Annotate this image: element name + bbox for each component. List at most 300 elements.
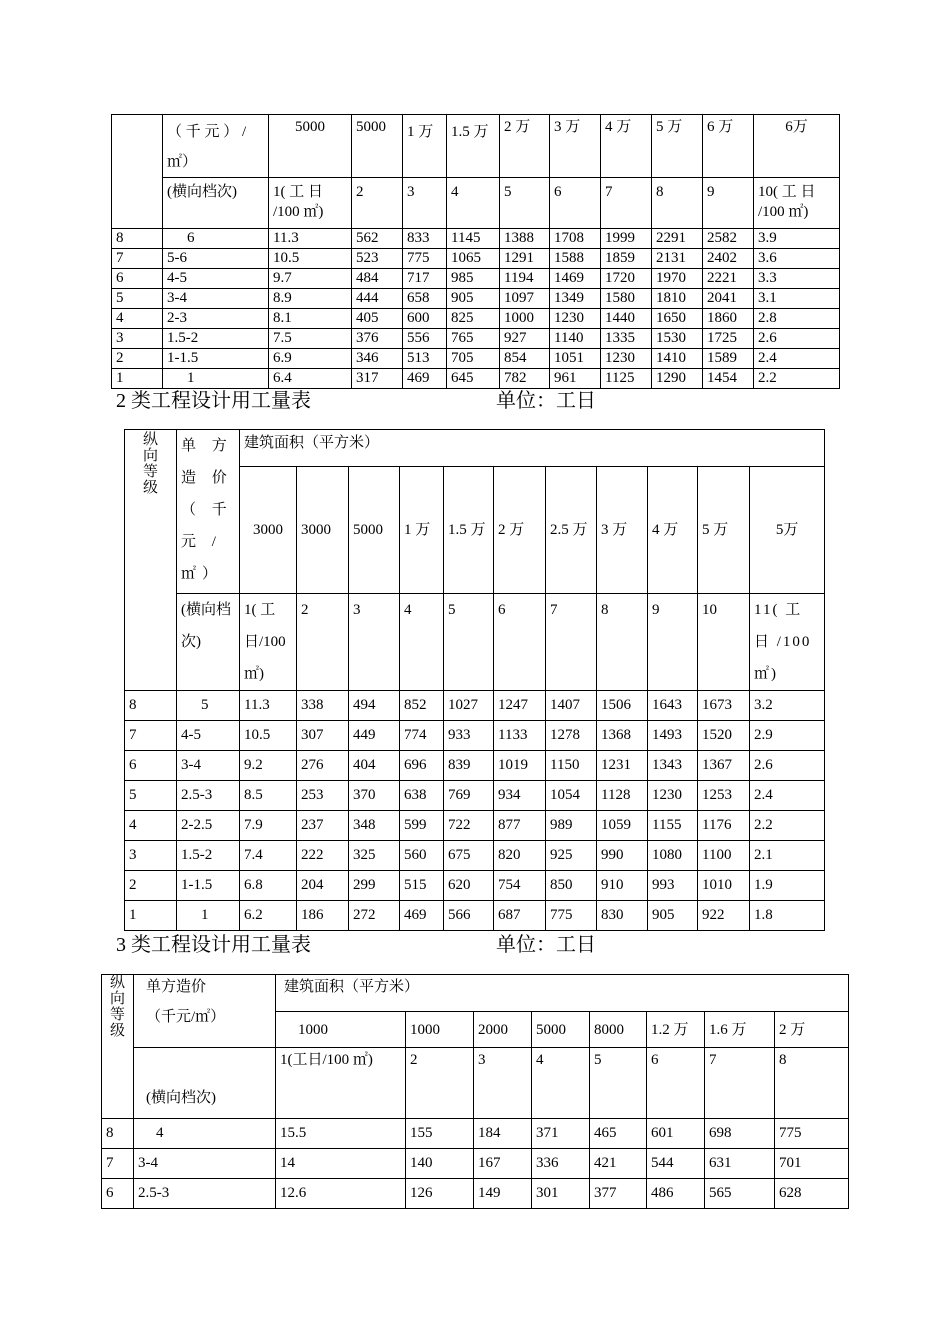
table-3-level-col: 8 bbox=[775, 1048, 849, 1119]
table-cell: 933 bbox=[444, 721, 494, 751]
table-cell: 1720 bbox=[601, 269, 652, 289]
table-cell: 1708 bbox=[550, 229, 601, 249]
table-row bbox=[112, 289, 840, 309]
table-cell: 449 bbox=[349, 721, 400, 751]
table-3-unit: 单位：工日 bbox=[496, 934, 596, 956]
table-2-title: 2 类工程设计用工量表 bbox=[116, 390, 311, 412]
table-row bbox=[125, 751, 825, 781]
table-1-corner-cell bbox=[112, 115, 163, 229]
table-cell: 5-6 bbox=[163, 249, 269, 269]
table-cell: 696 bbox=[400, 751, 444, 781]
table-cell: 7 bbox=[125, 721, 177, 751]
table-cell: 599 bbox=[400, 811, 444, 841]
table-cell: 1407 bbox=[546, 691, 597, 721]
table-cell: 1230 bbox=[601, 349, 652, 369]
table-cell: 307 bbox=[297, 721, 349, 751]
table-3-body bbox=[102, 1119, 849, 1209]
table-cell: 444 bbox=[352, 289, 403, 309]
table-cell: 237 bbox=[297, 811, 349, 841]
table-cell: 2.9 bbox=[750, 721, 825, 751]
table-cell: 371 bbox=[532, 1119, 590, 1149]
table-cell: 1 bbox=[163, 369, 269, 389]
table-cell: 276 bbox=[297, 751, 349, 781]
table-cell: 850 bbox=[546, 871, 597, 901]
table-3-area-col: 1.6 万 bbox=[705, 1012, 775, 1048]
table-cell: 600 bbox=[403, 309, 447, 329]
table-2-area-col: 3000 bbox=[240, 467, 297, 594]
table-cell: 1059 bbox=[597, 811, 648, 841]
table-cell: 1000 bbox=[500, 309, 550, 329]
table-2-area-col: 2 万 bbox=[494, 467, 546, 594]
table-3 bbox=[101, 974, 849, 1209]
table-cell: 556 bbox=[403, 329, 447, 349]
table-cell: 1506 bbox=[597, 691, 648, 721]
table-cell: 1291 bbox=[500, 249, 550, 269]
table-cell: 204 bbox=[297, 871, 349, 901]
table-cell: 4 bbox=[112, 309, 163, 329]
table-cell: 1 bbox=[177, 901, 240, 931]
table-cell: 469 bbox=[400, 901, 444, 931]
table-cell: 513 bbox=[403, 349, 447, 369]
table-cell: 628 bbox=[775, 1179, 849, 1209]
table-cell: 7 bbox=[112, 249, 163, 269]
table-row bbox=[112, 269, 840, 289]
table-cell: 10.5 bbox=[269, 249, 352, 269]
table-1-level-header: 4 bbox=[447, 178, 500, 229]
table-cell: 1410 bbox=[652, 349, 703, 369]
table-cell: 1 bbox=[125, 901, 177, 931]
table-2-caption bbox=[116, 384, 596, 413]
table-cell: 1810 bbox=[652, 289, 703, 309]
table-cell: 562 bbox=[352, 229, 403, 249]
table-2-level-header: (横向档次) bbox=[177, 594, 240, 691]
table-cell: 8 bbox=[102, 1119, 134, 1149]
table-cell: 993 bbox=[648, 871, 698, 901]
table-cell: 1080 bbox=[648, 841, 698, 871]
table-cell: 1097 bbox=[500, 289, 550, 309]
table-cell: 544 bbox=[647, 1149, 705, 1179]
table-cell: 775 bbox=[775, 1119, 849, 1149]
table-cell: 494 bbox=[349, 691, 400, 721]
table-cell: 1673 bbox=[698, 691, 750, 721]
table-cell: 2.5-3 bbox=[134, 1179, 276, 1209]
table-cell: 687 bbox=[494, 901, 546, 931]
table-cell: 9.7 bbox=[269, 269, 352, 289]
table-cell: 765 bbox=[447, 329, 500, 349]
table-2-level-col: 11( 工 日 /100 ㎡) bbox=[750, 594, 825, 691]
table-1-area-header: 5000 bbox=[352, 115, 403, 178]
table-cell: 3 bbox=[112, 329, 163, 349]
table-2 bbox=[124, 429, 825, 931]
table-cell: 4 bbox=[125, 811, 177, 841]
table-cell: 1019 bbox=[494, 751, 546, 781]
table-cell: 272 bbox=[349, 901, 400, 931]
table-cell: 775 bbox=[546, 901, 597, 931]
table-cell: 7.5 bbox=[269, 329, 352, 349]
table-cell: 1343 bbox=[648, 751, 698, 781]
table-cell: 565 bbox=[705, 1179, 775, 1209]
table-cell: 961 bbox=[550, 369, 601, 389]
table-cell: 3.1 bbox=[754, 289, 840, 309]
table-cell: 2-2.5 bbox=[177, 811, 240, 841]
table-cell: 925 bbox=[546, 841, 597, 871]
table-cell: 701 bbox=[775, 1149, 849, 1179]
table-cell: 638 bbox=[400, 781, 444, 811]
table-1-level-header: 3 bbox=[403, 178, 447, 229]
table-3-level-col: 2 bbox=[406, 1048, 474, 1119]
table-row bbox=[112, 249, 840, 269]
table-cell: 515 bbox=[400, 871, 444, 901]
table-cell: 1520 bbox=[698, 721, 750, 751]
table-1-price-header: （ 千 元 ） / ㎡） bbox=[163, 115, 269, 178]
table-cell: 2.6 bbox=[754, 329, 840, 349]
table-cell: 377 bbox=[590, 1179, 647, 1209]
table-cell: 705 bbox=[447, 349, 500, 369]
table-3-area-col: 8000 bbox=[590, 1012, 647, 1048]
table-row bbox=[102, 1149, 849, 1179]
table-cell: 299 bbox=[349, 871, 400, 901]
table-2-level-col: 1( 工 日/100 ㎡) bbox=[240, 594, 297, 691]
table-cell: 186 bbox=[297, 901, 349, 931]
table-3-header-row-1 bbox=[102, 975, 849, 1012]
table-cell: 8.9 bbox=[269, 289, 352, 309]
table-row bbox=[125, 841, 825, 871]
table-cell: 6.9 bbox=[269, 349, 352, 369]
table-cell: 927 bbox=[500, 329, 550, 349]
table-cell: 7.4 bbox=[240, 841, 297, 871]
table-cell: 601 bbox=[647, 1119, 705, 1149]
table-cell: 830 bbox=[597, 901, 648, 931]
table-3-level-col: 5 bbox=[590, 1048, 647, 1119]
table-2-level-col: 7 bbox=[546, 594, 597, 691]
table-2-level-col: 4 bbox=[400, 594, 444, 691]
table-2-area-col: 3000 bbox=[297, 467, 349, 594]
table-cell: 7 bbox=[102, 1149, 134, 1179]
table-cell: 934 bbox=[494, 781, 546, 811]
table-1-level-header: 5 bbox=[500, 178, 550, 229]
table-cell: 3.3 bbox=[754, 269, 840, 289]
table-cell: 5 bbox=[125, 781, 177, 811]
table-cell: 4 bbox=[134, 1119, 276, 1149]
table-1-header-row-2 bbox=[112, 178, 840, 229]
table-cell: 126 bbox=[406, 1179, 474, 1209]
table-1-area-header: 5000 bbox=[269, 115, 352, 178]
table-cell: 2291 bbox=[652, 229, 703, 249]
table-1-area-header: 2 万 bbox=[500, 115, 550, 178]
table-2-level-col: 5 bbox=[444, 594, 494, 691]
table-1-level-header: 7 bbox=[601, 178, 652, 229]
table-cell: 10.5 bbox=[240, 721, 297, 751]
table-cell: 1859 bbox=[601, 249, 652, 269]
table-cell: 11.3 bbox=[240, 691, 297, 721]
table-cell: 1.8 bbox=[750, 901, 825, 931]
table-cell: 1469 bbox=[550, 269, 601, 289]
table-cell: 6.4 bbox=[269, 369, 352, 389]
table-cell: 1.5-2 bbox=[177, 841, 240, 871]
table-2-area-col: 2.5 万 bbox=[546, 467, 597, 594]
table-cell: 769 bbox=[444, 781, 494, 811]
table-cell: 1580 bbox=[601, 289, 652, 309]
table-1-area-header: 6万 bbox=[754, 115, 840, 178]
table-2-header-row-3 bbox=[125, 594, 825, 691]
table-3-title: 3 类工程设计用工量表 bbox=[116, 934, 311, 956]
table-cell: 4-5 bbox=[177, 721, 240, 751]
table-cell: 465 bbox=[590, 1119, 647, 1149]
table-cell: 645 bbox=[447, 369, 500, 389]
table-3-level-col: 1(工日/100 ㎡) bbox=[276, 1048, 406, 1119]
table-row bbox=[112, 349, 840, 369]
table-cell: 754 bbox=[494, 871, 546, 901]
table-cell: 8 bbox=[125, 691, 177, 721]
table-cell: 1133 bbox=[494, 721, 546, 751]
table-cell: 3 bbox=[125, 841, 177, 871]
table-row bbox=[102, 1179, 849, 1209]
unit-price-sub: （千元/㎡） bbox=[146, 1009, 226, 1025]
table-cell: 1027 bbox=[444, 691, 494, 721]
table-cell: 155 bbox=[406, 1119, 474, 1149]
table-cell: 1100 bbox=[698, 841, 750, 871]
table-1-area-header: 3 万 bbox=[550, 115, 601, 178]
table-2-area-col: 5万 bbox=[750, 467, 825, 594]
table-cell: 1454 bbox=[703, 369, 754, 389]
table-2-row-group-header bbox=[125, 430, 177, 691]
table-cell: 4-5 bbox=[163, 269, 269, 289]
row-group-label: 纵向等级 bbox=[142, 432, 158, 496]
table-3-area-col: 1000 bbox=[406, 1012, 474, 1048]
table-3-level-col: 7 bbox=[705, 1048, 775, 1119]
table-cell: 15.5 bbox=[276, 1119, 406, 1149]
table-cell: 2582 bbox=[703, 229, 754, 249]
table-3-row-group-header bbox=[102, 975, 134, 1119]
table-cell: 833 bbox=[403, 229, 447, 249]
table-cell: 3.9 bbox=[754, 229, 840, 249]
table-cell: 566 bbox=[444, 901, 494, 931]
table-cell: 1290 bbox=[652, 369, 703, 389]
table-2-area-col: 5 万 bbox=[698, 467, 750, 594]
table-cell: 1150 bbox=[546, 751, 597, 781]
table-cell: 905 bbox=[648, 901, 698, 931]
table-cell: 2131 bbox=[652, 249, 703, 269]
table-cell: 167 bbox=[474, 1149, 532, 1179]
table-cell: 717 bbox=[403, 269, 447, 289]
table-3-area-col: 5000 bbox=[532, 1012, 590, 1048]
table-cell: 1140 bbox=[550, 329, 601, 349]
table-cell: 346 bbox=[352, 349, 403, 369]
table-2-area-col: 3 万 bbox=[597, 467, 648, 594]
table-2-unit: 单位：工日 bbox=[496, 390, 596, 412]
table-cell: 9.2 bbox=[240, 751, 297, 781]
table-cell: 1.5-2 bbox=[163, 329, 269, 349]
table-cell: 620 bbox=[444, 871, 494, 901]
table-cell: 5 bbox=[112, 289, 163, 309]
table-cell: 348 bbox=[349, 811, 400, 841]
table-cell: 1.9 bbox=[750, 871, 825, 901]
unit-price-label: 单方造价 bbox=[146, 979, 207, 995]
table-cell: 1588 bbox=[550, 249, 601, 269]
table-cell: 1650 bbox=[652, 309, 703, 329]
table-cell: 6 bbox=[125, 751, 177, 781]
table-cell: 2041 bbox=[703, 289, 754, 309]
table-3-header-row-3 bbox=[102, 1048, 849, 1119]
table-cell: 8.5 bbox=[240, 781, 297, 811]
table-3-area-header: 建筑面积（平方米） bbox=[276, 975, 849, 1012]
table-cell: 376 bbox=[352, 329, 403, 349]
table-cell: 484 bbox=[352, 269, 403, 289]
table-1-header-row-1 bbox=[112, 115, 840, 178]
table-cell: 1860 bbox=[703, 309, 754, 329]
table-cell: 1970 bbox=[652, 269, 703, 289]
table-cell: 1367 bbox=[698, 751, 750, 781]
table-cell: 1335 bbox=[601, 329, 652, 349]
table-cell: 2402 bbox=[703, 249, 754, 269]
table-cell: 854 bbox=[500, 349, 550, 369]
table-cell: 1589 bbox=[703, 349, 754, 369]
table-cell: 421 bbox=[590, 1149, 647, 1179]
table-cell: 222 bbox=[297, 841, 349, 871]
table-3-level-header: (横向档次) bbox=[134, 1048, 276, 1119]
table-3-area-col: 2 万 bbox=[775, 1012, 849, 1048]
table-cell: 989 bbox=[546, 811, 597, 841]
table-cell: 184 bbox=[474, 1119, 532, 1149]
table-cell: 877 bbox=[494, 811, 546, 841]
table-2-area-header: 建筑面积（平方米） bbox=[240, 430, 825, 467]
table-cell: 14 bbox=[276, 1149, 406, 1179]
table-cell: 6 bbox=[163, 229, 269, 249]
table-2-level-col: 3 bbox=[349, 594, 400, 691]
table-cell: 3-4 bbox=[163, 289, 269, 309]
table-1-area-header: 4 万 bbox=[601, 115, 652, 178]
table-cell: 1-1.5 bbox=[177, 871, 240, 901]
table-2-level-col: 8 bbox=[597, 594, 648, 691]
table-cell: 3.2 bbox=[750, 691, 825, 721]
table-cell: 2221 bbox=[703, 269, 754, 289]
table-cell: 1247 bbox=[494, 691, 546, 721]
table-cell: 820 bbox=[494, 841, 546, 871]
table-cell: 905 bbox=[447, 289, 500, 309]
table-2-body bbox=[125, 691, 825, 931]
table-2-header-row-1 bbox=[125, 430, 825, 467]
table-cell: 722 bbox=[444, 811, 494, 841]
table-1 bbox=[111, 114, 840, 389]
table-1-body bbox=[112, 229, 840, 389]
table-cell: 560 bbox=[400, 841, 444, 871]
table-cell: 774 bbox=[400, 721, 444, 751]
table-row bbox=[102, 1119, 849, 1149]
table-cell: 1643 bbox=[648, 691, 698, 721]
table-cell: 1440 bbox=[601, 309, 652, 329]
table-cell: 852 bbox=[400, 691, 444, 721]
table-cell: 338 bbox=[297, 691, 349, 721]
table-cell: 1010 bbox=[698, 871, 750, 901]
table-cell: 6.8 bbox=[240, 871, 297, 901]
table-cell: 8 bbox=[112, 229, 163, 249]
table-cell: 3-4 bbox=[177, 751, 240, 781]
table-2-area-col: 5000 bbox=[349, 467, 400, 594]
table-2-level-col: 9 bbox=[648, 594, 698, 691]
table-cell: 336 bbox=[532, 1149, 590, 1179]
table-cell: 1176 bbox=[698, 811, 750, 841]
table-2-area-col: 1.5 万 bbox=[444, 467, 494, 594]
table-cell: 1368 bbox=[597, 721, 648, 751]
table-2-level-col: 2 bbox=[297, 594, 349, 691]
table-cell: 2-3 bbox=[163, 309, 269, 329]
table-row bbox=[112, 329, 840, 349]
table-cell: 922 bbox=[698, 901, 750, 931]
table-cell: 149 bbox=[474, 1179, 532, 1209]
table-row bbox=[112, 309, 840, 329]
table-cell: 12.6 bbox=[276, 1179, 406, 1209]
table-cell: 1725 bbox=[703, 329, 754, 349]
table-3-level-col: 4 bbox=[532, 1048, 590, 1119]
table-cell: 2 bbox=[125, 871, 177, 901]
table-cell: 8.1 bbox=[269, 309, 352, 329]
table-cell: 1145 bbox=[447, 229, 500, 249]
table-1-level-header: 6 bbox=[550, 178, 601, 229]
table-cell: 2.1 bbox=[750, 841, 825, 871]
table-cell: 523 bbox=[352, 249, 403, 269]
table-1-level-header: (横向档次) bbox=[163, 178, 269, 229]
table-cell: 1125 bbox=[601, 369, 652, 389]
table-2-area-col: 1 万 bbox=[400, 467, 444, 594]
table-cell: 1054 bbox=[546, 781, 597, 811]
table-2-level-col: 6 bbox=[494, 594, 546, 691]
table-cell: 1253 bbox=[698, 781, 750, 811]
table-cell: 6 bbox=[102, 1179, 134, 1209]
table-cell: 1128 bbox=[597, 781, 648, 811]
table-cell: 1065 bbox=[447, 249, 500, 269]
table-cell: 253 bbox=[297, 781, 349, 811]
table-3-area-col: 2000 bbox=[474, 1012, 532, 1048]
table-cell: 1231 bbox=[597, 751, 648, 781]
table-cell: 1 bbox=[112, 369, 163, 389]
table-row bbox=[125, 691, 825, 721]
table-row bbox=[125, 811, 825, 841]
table-cell: 1-1.5 bbox=[163, 349, 269, 369]
table-cell: 405 bbox=[352, 309, 403, 329]
table-cell: 2.2 bbox=[750, 811, 825, 841]
table-cell: 11.3 bbox=[269, 229, 352, 249]
table-cell: 1051 bbox=[550, 349, 601, 369]
table-cell: 2.6 bbox=[750, 751, 825, 781]
table-3-area-col: 1000 bbox=[276, 1012, 406, 1048]
table-cell: 1278 bbox=[546, 721, 597, 751]
table-cell: 631 bbox=[705, 1149, 775, 1179]
table-cell: 1194 bbox=[500, 269, 550, 289]
table-3-caption bbox=[116, 928, 596, 957]
table-cell: 1388 bbox=[500, 229, 550, 249]
table-3-level-col: 6 bbox=[647, 1048, 705, 1119]
table-cell: 325 bbox=[349, 841, 400, 871]
table-1-area-header: 6 万 bbox=[703, 115, 754, 178]
table-row bbox=[125, 781, 825, 811]
row-group-label: 纵向等级 bbox=[109, 975, 125, 1039]
table-cell: 2.8 bbox=[754, 309, 840, 329]
table-cell: 5 bbox=[177, 691, 240, 721]
table-cell: 910 bbox=[597, 871, 648, 901]
table-row bbox=[112, 229, 840, 249]
table-cell: 1230 bbox=[550, 309, 601, 329]
table-cell: 990 bbox=[597, 841, 648, 871]
table-cell: 317 bbox=[352, 369, 403, 389]
table-cell: 140 bbox=[406, 1149, 474, 1179]
table-cell: 404 bbox=[349, 751, 400, 781]
table-row bbox=[125, 871, 825, 901]
table-cell: 1349 bbox=[550, 289, 601, 309]
table-cell: 675 bbox=[444, 841, 494, 871]
table-row bbox=[125, 721, 825, 751]
table-cell: 6.2 bbox=[240, 901, 297, 931]
table-1-level-header: 1( 工 日 /100 ㎡) bbox=[269, 178, 352, 229]
